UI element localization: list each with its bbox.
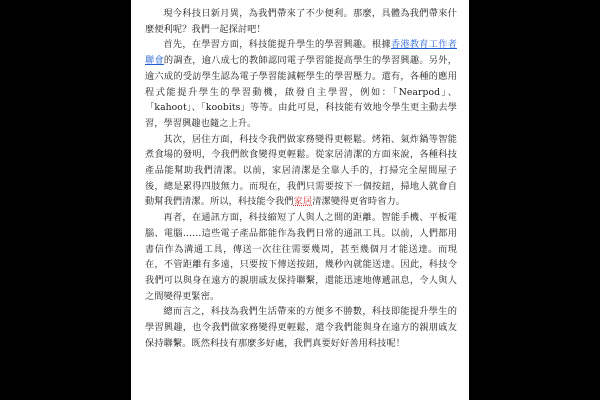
document-page bbox=[131, 0, 469, 400]
paragraph-learning-text-1: 首先，在學習方面，科技能提升學生的學習興趣。根據 bbox=[163, 39, 391, 51]
spellcheck-flag[interactable]: 家居 bbox=[293, 196, 313, 208]
paragraph-conclusion bbox=[145, 304, 457, 351]
paragraph-conclusion-text: 總而言之，科技為我們生活帶來的方便多不勝數，科技即能提升學生的學習興趣，也令我們做家務變得更輕鬆，還令我們能與身在遠方的親朋戚友保持聯繫。既然科技有那麼多好處，我們真要好好善用科技呢！ bbox=[145, 306, 457, 349]
paragraph-communication bbox=[145, 210, 457, 304]
hyperlink-federation[interactable]: 香港教育工作者聯會 bbox=[145, 39, 457, 67]
paragraph-intro bbox=[145, 6, 457, 37]
paragraph-intro-text: 現今科技日新月異，為我們帶來了不少便利。那麼，具體為我們帶來什麼便利呢？我們一起探討吧！ bbox=[145, 8, 457, 35]
paragraph-home bbox=[145, 132, 457, 211]
paragraph-home-text-1: 其次，居住方面，科技令我們做家務變得更輕鬆。烤箱、氣炸鍋等智能煮食場的發明，令我們飲食變得更輕鬆。從家居清潔的方面來說，各種科技產品能幫助我們清潔。以前，家居清潔是全靠人手的，打掃完全屋間屋子後，總是累得四肢無力。而現在，我們只需要按下一個按鈕，掃地人就會自動幫我們清潔。所以，科技能令我們 bbox=[145, 133, 457, 208]
paragraph-learning bbox=[145, 37, 457, 131]
paragraph-home-text-2: 清潔變得更省時省力。 bbox=[312, 196, 406, 208]
essay-body bbox=[145, 6, 457, 351]
paragraph-learning-text-2: 的調查，逾八成七的教師認同電子學習能提高學生的學習興趣。另外，逾六成的受訪學生認為電子學習能減輕學生的學習壓力。還有，各種的應用程式能提升學生的學習動機，啟發自主學習，例如：「Nearpod」、「kahoot」、「koobits」等等。由此可見，科技能有效地令學生更主動去學習，學習興趣也隨之上升。 bbox=[145, 55, 457, 129]
paragraph-communication-text: 再者，在通訊方面，科技縮短了人與人之間的距離。智能手機、平板電腦、電腦……這些電子產品都能作為我們日常的通訊工具。以前，人們都用書信作為溝通工具，傳送一次往往需要幾周，甚至幾個月才能送達。而現在，不管距離有多遠，只要按下傳送按鈕，幾秒內就能送達。因此，科技令我們可以與身在遠方的親朋戚友保持聯繫，還能迅速地傳遞訊息，令人與人之間變得更緊密。 bbox=[145, 212, 457, 302]
